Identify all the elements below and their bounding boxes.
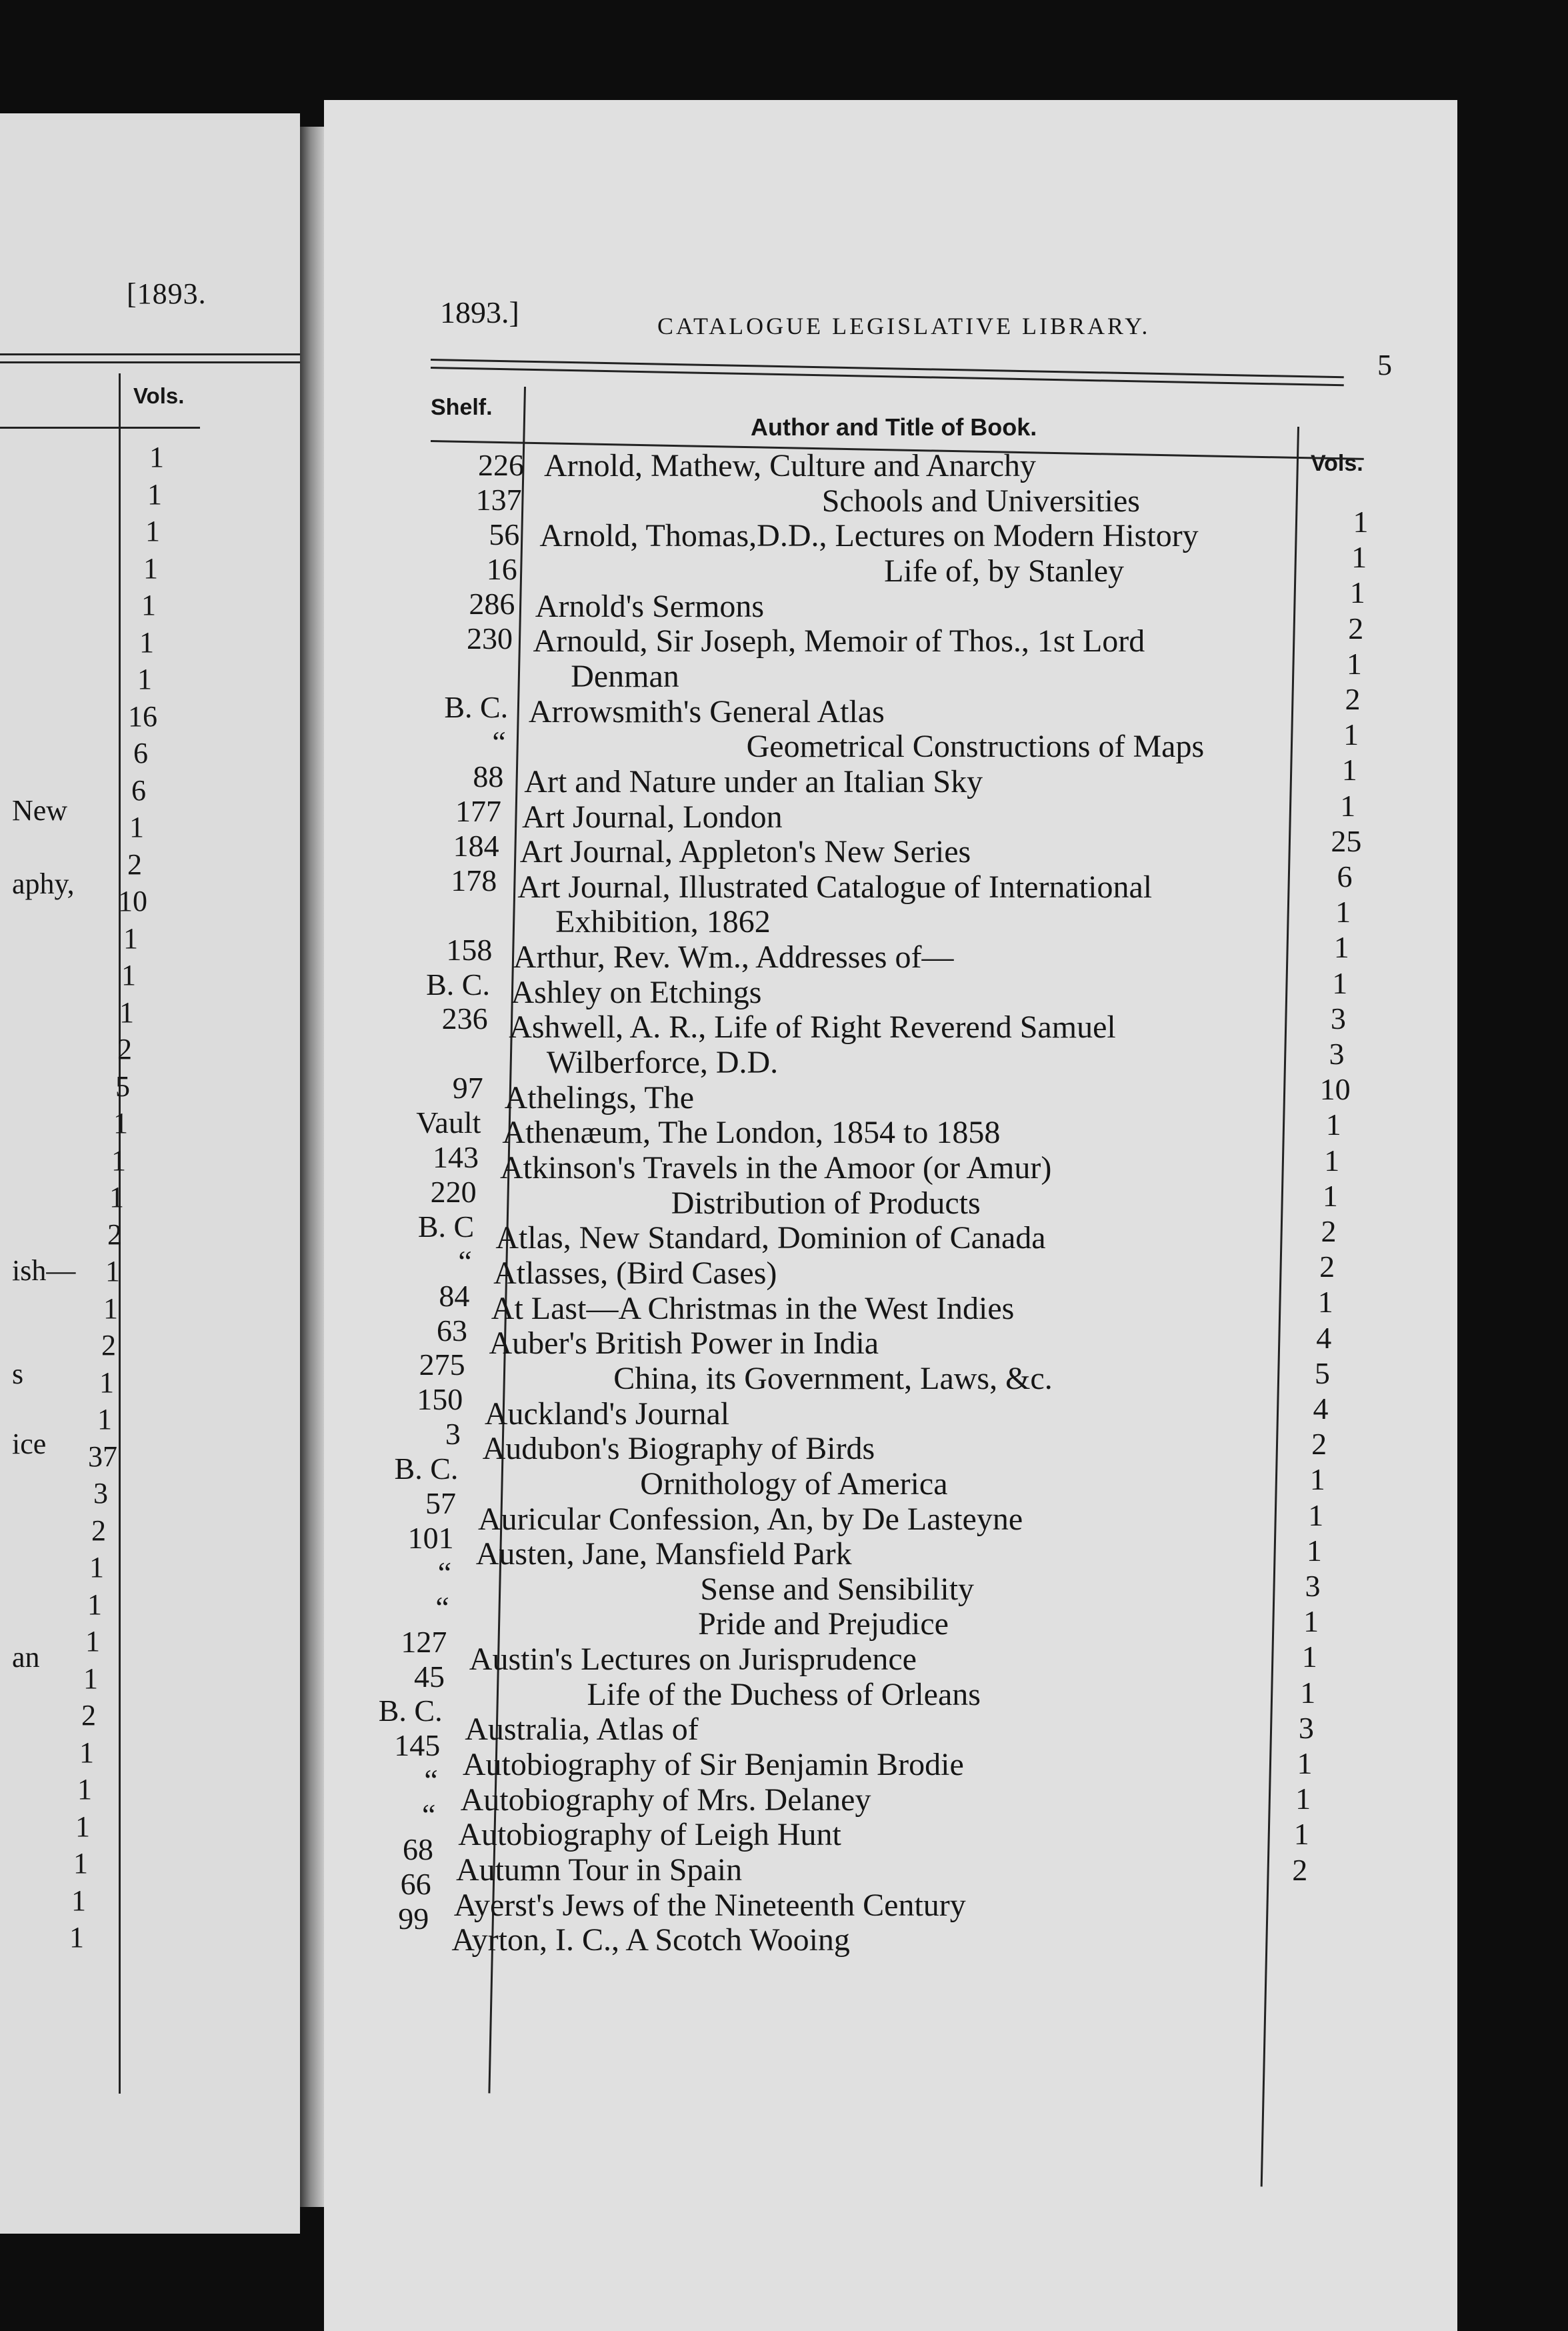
vols-value: 1 xyxy=(1303,1604,1319,1639)
vols-value: 2 xyxy=(1311,1427,1327,1462)
vols-value: 1 xyxy=(1335,895,1351,929)
shelf-mark: 220 xyxy=(430,1174,477,1209)
shelf-mark: 150 xyxy=(417,1382,463,1417)
shelf-mark: “ xyxy=(437,1555,452,1590)
vols-value: 3 xyxy=(1305,1569,1321,1603)
vols-value: 2 xyxy=(1321,1214,1337,1248)
vols-value: 1 xyxy=(1340,788,1356,823)
shelf-mark: “ xyxy=(492,725,506,759)
vols-value: 4 xyxy=(1316,1320,1332,1355)
vols-value: 1 xyxy=(1349,575,1365,610)
shelf-mark: Vault xyxy=(416,1105,481,1140)
catalogue-entry: Art and Nature under an Italian Sky xyxy=(524,763,983,799)
shelf-mark: B. C. xyxy=(426,967,490,1001)
vols-value: 5 xyxy=(1314,1356,1330,1390)
vols-column-rule xyxy=(1261,427,1299,2186)
catalogue-entry: Audubon's Biography of Birds xyxy=(482,1431,875,1467)
left-vols-value: 1 xyxy=(85,1625,100,1658)
shelf-mark: “ xyxy=(435,1590,449,1624)
left-vols-value: 1 xyxy=(97,1403,112,1436)
left-vols-value: 6 xyxy=(131,773,146,807)
catalogue-entry: Ayrton, I. C., A Scotch Wooing xyxy=(451,1922,850,1958)
left-vols-value: 1 xyxy=(75,1810,90,1843)
left-vols-value: 1 xyxy=(89,1551,104,1584)
left-vols-value: 1 xyxy=(83,1662,98,1695)
shelf-mark: 68 xyxy=(403,1832,433,1866)
left-vols-value: 1 xyxy=(69,1921,84,1954)
vols-value: 1 xyxy=(1341,753,1357,787)
left-vols-value: 1 xyxy=(73,1847,88,1880)
catalogue-entry: Athelings, The xyxy=(504,1079,695,1115)
left-vols-value: 2 xyxy=(117,1033,132,1065)
left-vols-rule xyxy=(0,427,200,429)
catalogue-entry: Autobiography of Leigh Hunt xyxy=(458,1817,841,1853)
shelf-mark: B. C xyxy=(417,1209,475,1244)
left-vols-value: 1 xyxy=(113,1107,128,1139)
shelf-mark: 178 xyxy=(451,863,497,897)
left-vols-value: 1 xyxy=(99,1366,114,1399)
shelf-mark: 101 xyxy=(407,1520,454,1555)
left-vols-value: 1 xyxy=(79,1736,94,1769)
shelf-mark: 230 xyxy=(467,621,513,655)
left-page-fragment: s xyxy=(12,1358,24,1390)
catalogue-entry: Pride and Prejudice xyxy=(698,1606,949,1642)
catalogue-entry: Arnold's Sermons xyxy=(535,588,765,624)
vols-value: 2 xyxy=(1319,1250,1335,1284)
catalogue-entry: Sense and Sensibility xyxy=(700,1571,975,1607)
catalogue-entry: Art Journal, Appleton's New Series xyxy=(519,834,971,870)
header-rule-2 xyxy=(431,367,1344,386)
page-number: 5 xyxy=(1377,349,1392,381)
right-page xyxy=(324,100,1457,2331)
left-vols-value: 1 xyxy=(119,995,134,1029)
shelf-mark: 16 xyxy=(486,551,517,586)
shelf-mark: 226 xyxy=(478,448,524,482)
left-page-fragment: New xyxy=(12,794,68,827)
shelf-mark: “ xyxy=(458,1244,472,1278)
left-vols-value: 2 xyxy=(107,1218,122,1251)
shelf-mark: B. C. xyxy=(394,1452,459,1486)
left-page-fragment: an xyxy=(12,1641,40,1674)
left-vols-value: 5 xyxy=(115,1069,130,1103)
catalogue-entry: Denman xyxy=(571,658,679,694)
catalogue-entry: Australia, Atlas of xyxy=(465,1712,699,1748)
shelf-mark: 56 xyxy=(489,517,520,551)
catalogue-entry: At Last—A Christmas in the West Indies xyxy=(491,1290,1015,1326)
left-vols-value: 16 xyxy=(128,699,157,733)
catalogue-entry: Geometrical Constructions of Maps xyxy=(746,729,1205,765)
column-header-vols: Vols. xyxy=(1311,451,1363,476)
left-page-fragment: aphy, xyxy=(12,867,75,900)
catalogue-entry: Auckland's Journal xyxy=(484,1396,730,1432)
catalogue-entry: Arnold, Mathew, Culture and Anarchy xyxy=(544,448,1037,483)
vols-value: 3 xyxy=(1330,1001,1346,1035)
left-vols-value: 1 xyxy=(109,1181,124,1214)
catalogue-entry: Wilberforce, D.D. xyxy=(546,1045,779,1081)
shelf-mark: 158 xyxy=(446,932,493,967)
vols-value: 2 xyxy=(1345,682,1361,716)
vols-value: 1 xyxy=(1343,717,1359,752)
catalogue-entry: Ashwell, A. R., Life of Right Reverend Samuel xyxy=(509,1009,1116,1045)
left-vols-value: 1 xyxy=(145,515,160,547)
left-page-fragment: ice xyxy=(12,1428,47,1460)
catalogue-entry: Autobiography of Sir Benjamin Brodie xyxy=(462,1747,964,1783)
left-vols-value: 6 xyxy=(133,737,148,769)
page-title: CATALOGUE LEGISLATIVE LIBRARY. xyxy=(657,313,1151,339)
left-header-rule xyxy=(0,353,300,355)
shelf-mark: “ xyxy=(424,1763,438,1798)
catalogue-entry: Art Journal, London xyxy=(522,799,783,835)
vols-value: 4 xyxy=(1313,1392,1329,1426)
vols-value: 25 xyxy=(1331,823,1362,858)
vols-value: 1 xyxy=(1293,1817,1309,1852)
shelf-mark: 66 xyxy=(400,1866,431,1901)
left-vols-value: 1 xyxy=(123,921,138,955)
shelf-mark: 143 xyxy=(433,1140,479,1174)
left-vols-value: 2 xyxy=(81,1699,96,1732)
shelf-mark: 275 xyxy=(419,1348,465,1382)
shelf-mark: “ xyxy=(421,1798,436,1832)
catalogue-entry: Ornithology of America xyxy=(640,1466,948,1502)
vols-value: 6 xyxy=(1337,859,1353,893)
shelf-mark: 45 xyxy=(414,1659,445,1694)
vols-value: 1 xyxy=(1295,1782,1311,1816)
left-vols-header: Vols. xyxy=(133,383,185,408)
vols-value: 1 xyxy=(1306,1533,1322,1568)
left-vols-value: 1 xyxy=(147,477,162,511)
catalogue-entry: Distribution of Products xyxy=(671,1185,981,1221)
catalogue-entry: Austen, Jane, Mansfield Park xyxy=(475,1536,852,1572)
vols-value: 2 xyxy=(1292,1852,1308,1887)
vols-value: 1 xyxy=(1324,1143,1340,1178)
left-vols-value: 1 xyxy=(121,959,136,991)
catalogue-entry: Arnould, Sir Joseph, Memoir of Thos., 1st Lord xyxy=(533,623,1145,659)
left-vols-value: 1 xyxy=(77,1773,92,1806)
left-vols-value: 1 xyxy=(129,811,144,843)
shelf-mark: 84 xyxy=(439,1278,470,1313)
vols-value: 1 xyxy=(1301,1640,1317,1674)
left-vols-value: 1 xyxy=(141,589,156,621)
left-vols-value: 2 xyxy=(127,847,142,881)
left-vols-value: 1 xyxy=(137,663,152,695)
column-header-author-title: Author and Title of Book. xyxy=(751,413,1037,441)
left-vols-value: 1 xyxy=(111,1143,126,1177)
vols-value: 1 xyxy=(1332,965,1348,1000)
shelf-mark: 99 xyxy=(398,1901,429,1936)
catalogue-entry: Austin's Lectures on Jurisprudence xyxy=(469,1642,917,1678)
vols-value: 2 xyxy=(1348,611,1364,645)
left-vols-value: 1 xyxy=(139,625,154,659)
shelf-mark: 57 xyxy=(425,1486,456,1520)
vols-value: 1 xyxy=(1353,505,1369,539)
vols-value: 1 xyxy=(1308,1498,1324,1532)
left-page-fragment: ish— xyxy=(12,1254,76,1287)
vols-value: 1 xyxy=(1351,540,1367,575)
catalogue-entry: Atlas, New Standard, Dominion of Canada xyxy=(495,1220,1046,1256)
left-vols-value: 1 xyxy=(71,1884,86,1917)
catalogue-entry: Art Journal, Illustrated Catalogue of International xyxy=(517,869,1153,905)
catalogue-entry: Atkinson's Travels in the Amoor (or Amur) xyxy=(500,1150,1052,1186)
left-page xyxy=(0,113,300,2234)
shelf-mark: 3 xyxy=(445,1417,461,1452)
catalogue-entry: Atlasses, (Bird Cases) xyxy=(493,1255,777,1291)
left-vols-value: 1 xyxy=(87,1588,102,1621)
vols-value: 1 xyxy=(1317,1285,1333,1320)
catalogue-entry: Life of, by Stanley xyxy=(884,553,1124,589)
shelf-mark: 177 xyxy=(455,794,501,828)
shelf-mark: 88 xyxy=(473,759,504,794)
vols-value: 1 xyxy=(1325,1107,1341,1142)
shelf-mark: 286 xyxy=(469,586,515,621)
left-header-rule-2 xyxy=(0,361,300,363)
left-vols-value: 1 xyxy=(143,551,158,585)
vols-value: 3 xyxy=(1298,1710,1314,1745)
catalogue-entry: Autumn Tour in Spain xyxy=(456,1852,743,1888)
catalogue-entry: Arrowsmith's General Atlas xyxy=(528,693,885,729)
shelf-mark: 145 xyxy=(394,1728,441,1763)
shelf-mark: B. C. xyxy=(444,690,509,725)
catalogue-entry: Exhibition, 1862 xyxy=(555,904,771,940)
catalogue-entry: Arnold, Thomas,D.D., Lectures on Modern History xyxy=(539,518,1199,554)
left-vols-value: 3 xyxy=(93,1477,108,1510)
catalogue-entry: Life of the Duchess of Orleans xyxy=(587,1676,981,1712)
left-vols-value: 2 xyxy=(101,1329,116,1362)
catalogue-entry: Ashley on Etchings xyxy=(511,974,762,1010)
column-header-shelf: Shelf. xyxy=(431,395,493,420)
shelf-mark: 184 xyxy=(453,828,499,863)
vols-value: 3 xyxy=(1329,1037,1345,1071)
shelf-mark: 127 xyxy=(401,1624,447,1659)
vols-value: 1 xyxy=(1333,930,1349,965)
vols-value: 1 xyxy=(1346,646,1362,681)
left-vols-value: 1 xyxy=(105,1255,120,1288)
left-vols-value: 1 xyxy=(103,1292,118,1325)
catalogue-entry: Athenæum, The London, 1854 to 1858 xyxy=(502,1115,1001,1151)
page-year: 1893.] xyxy=(440,295,519,329)
vols-value: 1 xyxy=(1297,1746,1313,1780)
left-vols-value: 37 xyxy=(88,1440,117,1473)
catalogue-entry: Auber's British Power in India xyxy=(489,1326,879,1362)
catalogue-entry: China, its Government, Laws, &c. xyxy=(613,1360,1053,1396)
catalogue-entry: Auricular Confession, An, by De Lasteyne xyxy=(478,1501,1023,1537)
vols-value: 1 xyxy=(1322,1178,1338,1213)
vols-value: 10 xyxy=(1319,1072,1351,1107)
catalogue-entry: Arthur, Rev. Wm., Addresses of— xyxy=(513,939,954,975)
vols-value: 1 xyxy=(1300,1675,1316,1710)
catalogue-entry: Autobiography of Mrs. Delaney xyxy=(460,1782,871,1818)
left-page-header: [1893. xyxy=(127,277,207,310)
left-vols-value: 2 xyxy=(91,1514,106,1547)
catalogue-entry: Schools and Universities xyxy=(821,483,1140,519)
catalogue-entry: Ayerst's Jews of the Nineteenth Century xyxy=(453,1887,966,1923)
shelf-mark: 137 xyxy=(475,482,522,517)
left-vols-value: 1 xyxy=(149,441,164,473)
book-gutter xyxy=(300,127,324,2207)
left-vols-value: 10 xyxy=(118,885,147,917)
shelf-mark: B. C. xyxy=(378,1694,443,1728)
shelf-mark: 97 xyxy=(452,1071,483,1105)
shelf-mark: 63 xyxy=(437,1313,467,1348)
shelf-mark: 236 xyxy=(441,1001,488,1036)
vols-value: 1 xyxy=(1309,1462,1325,1497)
